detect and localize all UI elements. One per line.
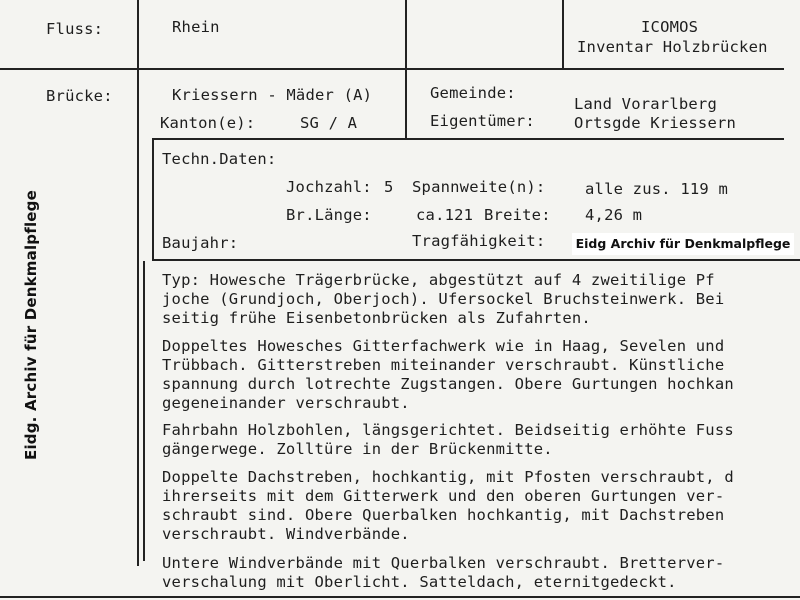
divider-line [152, 138, 784, 140]
description-paragraph [162, 271, 800, 328]
description-paragraph [162, 468, 800, 544]
text-line: spannung durch lotrechte Zugstangen. Obere Gurtungen hochkan [162, 375, 734, 393]
text-line: Untere Windverbände mit Querbalken verschraubt. Bretterver- [162, 554, 725, 572]
text-line: ihrerseits mit dem Gitterwerk und den oberen Gurtungen ver- [162, 487, 725, 505]
bottom-edge-line [0, 596, 800, 598]
spannweite-label: Spannweite(n): [412, 178, 546, 196]
text-line: verschraubt. Windverbände. [162, 525, 410, 543]
brlaenge-value: ca.121 [416, 206, 474, 224]
text-line: Trübbach. Gitterstreben miteinander verschraubt. Künstliche [162, 356, 725, 374]
bruecke-value: Kriessern - Mäder (A) [172, 86, 373, 104]
archive-stamp-horizontal: Eidg Archiv für Denkmalpflege [572, 233, 794, 255]
divider-line [152, 259, 800, 261]
breite-label: Breite: [484, 206, 551, 224]
jochzahl-label: Jochzahl: [286, 178, 372, 196]
bruecke-label: Brücke: [46, 87, 113, 105]
description-paragraph [162, 554, 800, 592]
description-paragraph [162, 337, 800, 413]
spannweite-value: alle zus. 119 m [585, 180, 728, 198]
text-line: Fahrbahn Holzbohlen, längsgerichtet. Beidseitig erhöhte Fuss [162, 421, 734, 439]
breite-value: 4,26 m [585, 206, 643, 224]
divider-line [405, 70, 407, 138]
divider-line [143, 261, 145, 561]
text-line: gängerwege. Zolltüre in der Brückenmitte. [162, 440, 553, 458]
archive-stamp-vertical: Eidg. Archiv für Denkmalpflege [22, 190, 40, 460]
kanton-label: Kanton(e): [160, 114, 256, 132]
techn-heading: Techn.Daten: [162, 150, 277, 168]
gemeinde-value: Land Vorarlberg [574, 95, 717, 113]
description-paragraph [162, 421, 800, 459]
text-line: schraubt sind. Obere Querbalken hochkantig, mit Dachstreben [162, 506, 725, 524]
text-line: Doppeltes Howesches Gitterfachwerk wie in Haag, Sevelen und [162, 337, 725, 355]
divider-line [0, 68, 784, 70]
tragfaehigkeit-label: Tragfähigkeit: [412, 232, 546, 250]
fluss-label: Fluss: [46, 20, 104, 38]
baujahr-label: Baujahr: [162, 234, 239, 252]
text-line: Doppelte Dachstreben, hochkantig, mit Pfosten verschraubt, d [162, 468, 734, 486]
divider-line [405, 0, 407, 70]
text-line: seitig frühe Eisenbetonbrücken als Zufahrten. [162, 309, 591, 327]
kanton-value: SG / A [300, 114, 358, 132]
text-line: joche (Grundjoch, Oberjoch). Ufersockel Bruchsteinwerk. Bei [162, 290, 725, 308]
fluss-value: Rhein [172, 18, 220, 36]
eigentuemer-value: Ortsgde Kriessern [574, 114, 737, 132]
org-subtitle: Inventar Holzbrücken [577, 38, 768, 56]
divider-line [562, 0, 564, 70]
divider-line [137, 0, 139, 566]
eigentuemer-label: Eigentümer: [430, 112, 535, 130]
jochzahl-value: 5 [384, 178, 394, 196]
org-name: ICOMOS [641, 18, 699, 36]
brlaenge-label: Br.Länge: [286, 206, 372, 224]
divider-line [152, 140, 154, 260]
text-line: Typ: Howesche Trägerbrücke, abgestützt auf 4 zweitilige Pf [162, 271, 715, 289]
gemeinde-label: Gemeinde: [430, 84, 516, 102]
text-line: verschalung mit Oberlicht. Satteldach, eternitgedeckt. [162, 573, 677, 591]
text-line: gegeneinander verschraubt. [162, 394, 410, 412]
